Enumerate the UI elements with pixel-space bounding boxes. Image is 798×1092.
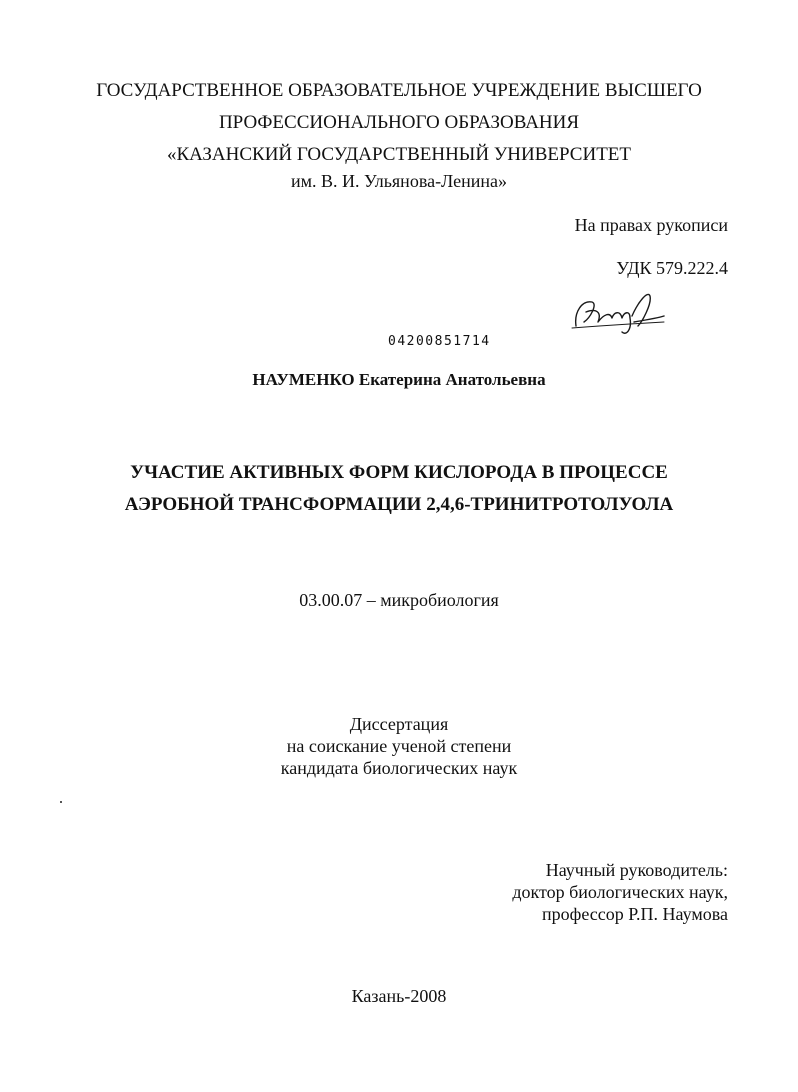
registration-number: 04200851714 — [388, 334, 491, 349]
degree-line-3: кандидата биологических наук — [280, 758, 518, 778]
advisor-line-1: Научный руководитель: — [545, 860, 728, 880]
handwritten-signature-icon — [568, 282, 668, 338]
specialty-code: 03.00.07 – микробиология — [299, 590, 499, 610]
institution-line-1: ГОСУДАРСТВЕННОЕ ОБРАЗОВАТЕЛЬНОЕ УЧРЕЖДЕНИЕ ВЫСШЕГО — [96, 80, 702, 101]
degree-line-2: на соискание ученой степени — [286, 736, 512, 756]
advisor-line-3: профессор Р.П. Наумова — [542, 904, 728, 924]
degree-line-1: Диссертация — [349, 714, 449, 734]
institution-line-3: «КАЗАНСКИЙ ГОСУДАРСТВЕННЫЙ УНИВЕРСИТЕТ — [166, 144, 632, 165]
scan-speck — [60, 801, 62, 803]
author-name: НАУМЕНКО Екатерина Анатольевна — [252, 370, 546, 389]
institution-line-2: ПРОФЕССИОНАЛЬНОГО ОБРАЗОВАНИЯ — [218, 112, 580, 133]
dissertation-title-line-2: АЭРОБНОЙ ТРАНСФОРМАЦИИ 2,4,6-ТРИНИТРОТОЛУОЛА — [124, 494, 674, 515]
city-year-footer: Казань-2008 — [351, 986, 447, 1006]
rights-notice: На правах рукописи — [574, 215, 728, 235]
institution-line-4: им. В. И. Ульянова-Ленина» — [290, 171, 508, 191]
advisor-line-2: доктор биологических наук, — [512, 882, 728, 902]
udk-code: УДК 579.222.4 — [616, 258, 728, 278]
dissertation-title-line-1: УЧАСТИЕ АКТИВНЫХ ФОРМ КИСЛОРОДА В ПРОЦЕССЕ — [130, 462, 668, 483]
